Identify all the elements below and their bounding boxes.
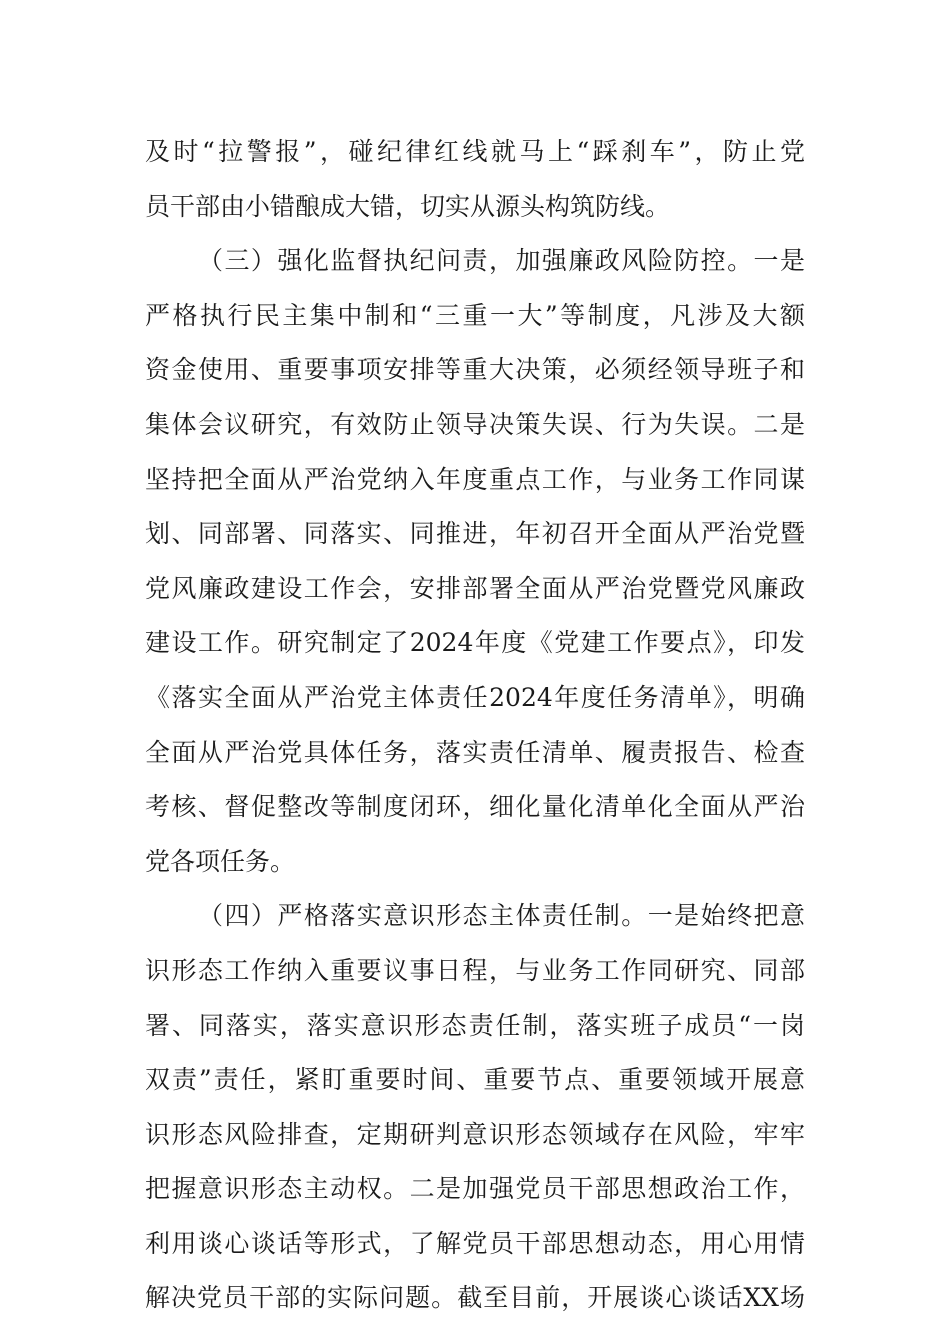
text-line: 坚持把全面从严治党纳入年度重点工作，与业务工作同谋 bbox=[145, 464, 805, 494]
text-line: 集体会议研究，有效防止领导决策失误、行为失误。二是 bbox=[145, 409, 805, 439]
text-line: 党风廉政建设工作会，安排部署全面从严治党暨党风廉政 bbox=[145, 573, 805, 603]
text-line: （四）严格落实意识形态主体责任制。一是始终把意 bbox=[198, 901, 805, 931]
text-line: 及时“拉警报”，碰纪律红线就马上“踩刹车”，防止党 bbox=[145, 137, 805, 166]
text-line: 解决党员干部的实际问题。截至目前，开展谈心谈话XX场 bbox=[145, 1283, 805, 1313]
document-body bbox=[145, 125, 805, 1326]
text-line: 利用谈心谈话等形式，了解党员干部思想动态，用心用情 bbox=[145, 1228, 805, 1258]
text-line: （三）强化监督执纪问责，加强廉政风险防控。一是 bbox=[198, 246, 805, 276]
text-line: 划、同部署、同落实、同推进，年初召开全面从严治党暨 bbox=[145, 519, 805, 549]
text-line: 资金使用、重要事项安排等重大决策，必须经领导班子和 bbox=[145, 355, 805, 385]
text-line: 识形态工作纳入重要议事日程，与业务工作同研究、同部 bbox=[145, 955, 805, 985]
text-line: 双责”责任，紧盯重要时间、重要节点、重要领域开展意 bbox=[145, 1065, 805, 1095]
text-line: 考核、督促整改等制度闭环，细化量化清单化全面从严治 bbox=[145, 792, 805, 822]
text-line: 《落实全面从严治党主体责任2024年度任务清单》，明确 bbox=[145, 682, 805, 712]
text-line: 署、同落实，落实意识形态责任制，落实班子成员“一岗 bbox=[145, 1010, 805, 1040]
text-line: 党各项任务。 bbox=[145, 846, 296, 876]
text-line: 建设工作。研究制定了2024年度《党建工作要点》，印发 bbox=[145, 628, 805, 658]
text-line: 全面从严治党具体任务，落实责任清单、履责报告、检查 bbox=[145, 737, 805, 767]
text-line: 员干部由小错酿成大错，切实从源头构筑防线。 bbox=[145, 191, 671, 221]
text-line: 严格执行民主集中制和“三重一大”等制度，凡涉及大额 bbox=[145, 300, 805, 330]
text-line: 识形态风险排查，定期研判意识形态领域存在风险，牢牢 bbox=[145, 1119, 805, 1149]
text-line: 把握意识形态主动权。二是加强党员干部思想政治工作， bbox=[145, 1174, 805, 1204]
